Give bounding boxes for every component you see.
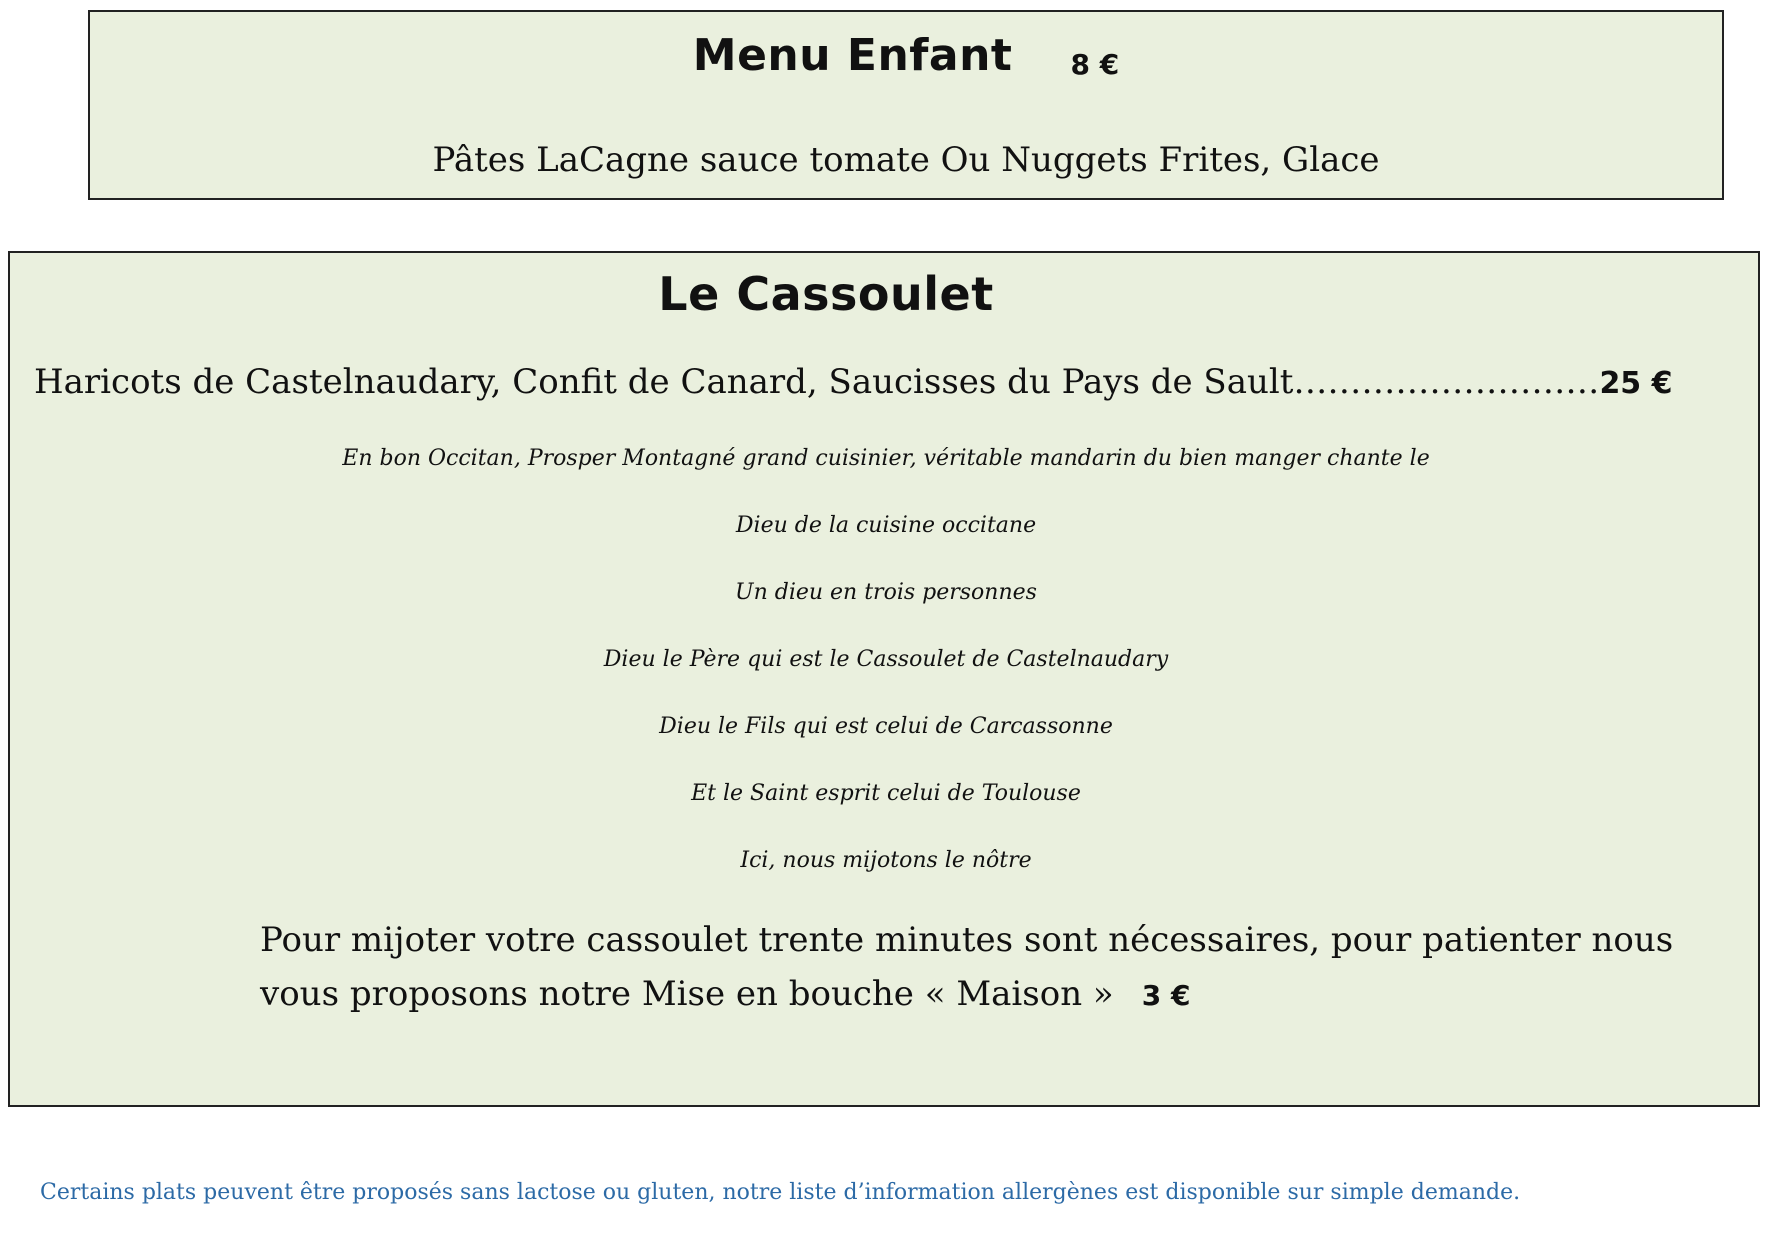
cassoulet-dish-description: Haricots de Castelnaudary, Confit de Canard, Saucisses du Pays de Sault……………………… [34,362,1600,402]
poem-line: Dieu le Père qui est le Cassoulet de Castelnaudary [603,647,1169,672]
poem-line: Et le Saint esprit celui de Toulouse [691,781,1081,806]
poem-line: Dieu de la cuisine occitane [735,513,1037,538]
menu-enfant-header [90,30,1722,81]
mise-en-bouche-text: Pour mijoter votre cassoulet trente minutes sont nécessaires, pour patienter nous vous proposons notre Mise en bouche « Maison » [260,920,1674,1014]
cassoulet-dish-row [34,361,1673,405]
menu-enfant-box [88,10,1724,200]
menu-enfant-price: 8 € [1070,48,1120,81]
cassoulet-poem [10,445,1762,914]
cassoulet-dish-price: 25 € [1599,366,1673,401]
cassoulet-box [8,251,1760,1107]
poem-line: Ici, nous mijotons le nôtre [740,848,1032,873]
menu-enfant-description: Pâtes LaCagne sauce tomate Ou Nuggets Frites, Glace [432,140,1380,180]
allergen-note: Certains plats peuvent être proposés sans lactose ou gluten, notre liste d’information allergènes est disponible sur simple demande. [40,1180,1521,1205]
poem-line: Dieu le Fils qui est celui de Carcassonne [659,714,1113,739]
poem-line: Un dieu en trois personnes [735,580,1037,605]
mise-en-bouche-price: 3 € [1141,979,1191,1012]
poem-line: En bon Occitan, Prosper Montagné grand cuisinier, véritable mandarin du bien manger chante le [342,446,1430,471]
menu-enfant-title: Menu Enfant [692,30,1013,81]
mise-en-bouche-note [260,913,1720,1023]
cassoulet-title: Le Cassoulet [658,267,994,321]
